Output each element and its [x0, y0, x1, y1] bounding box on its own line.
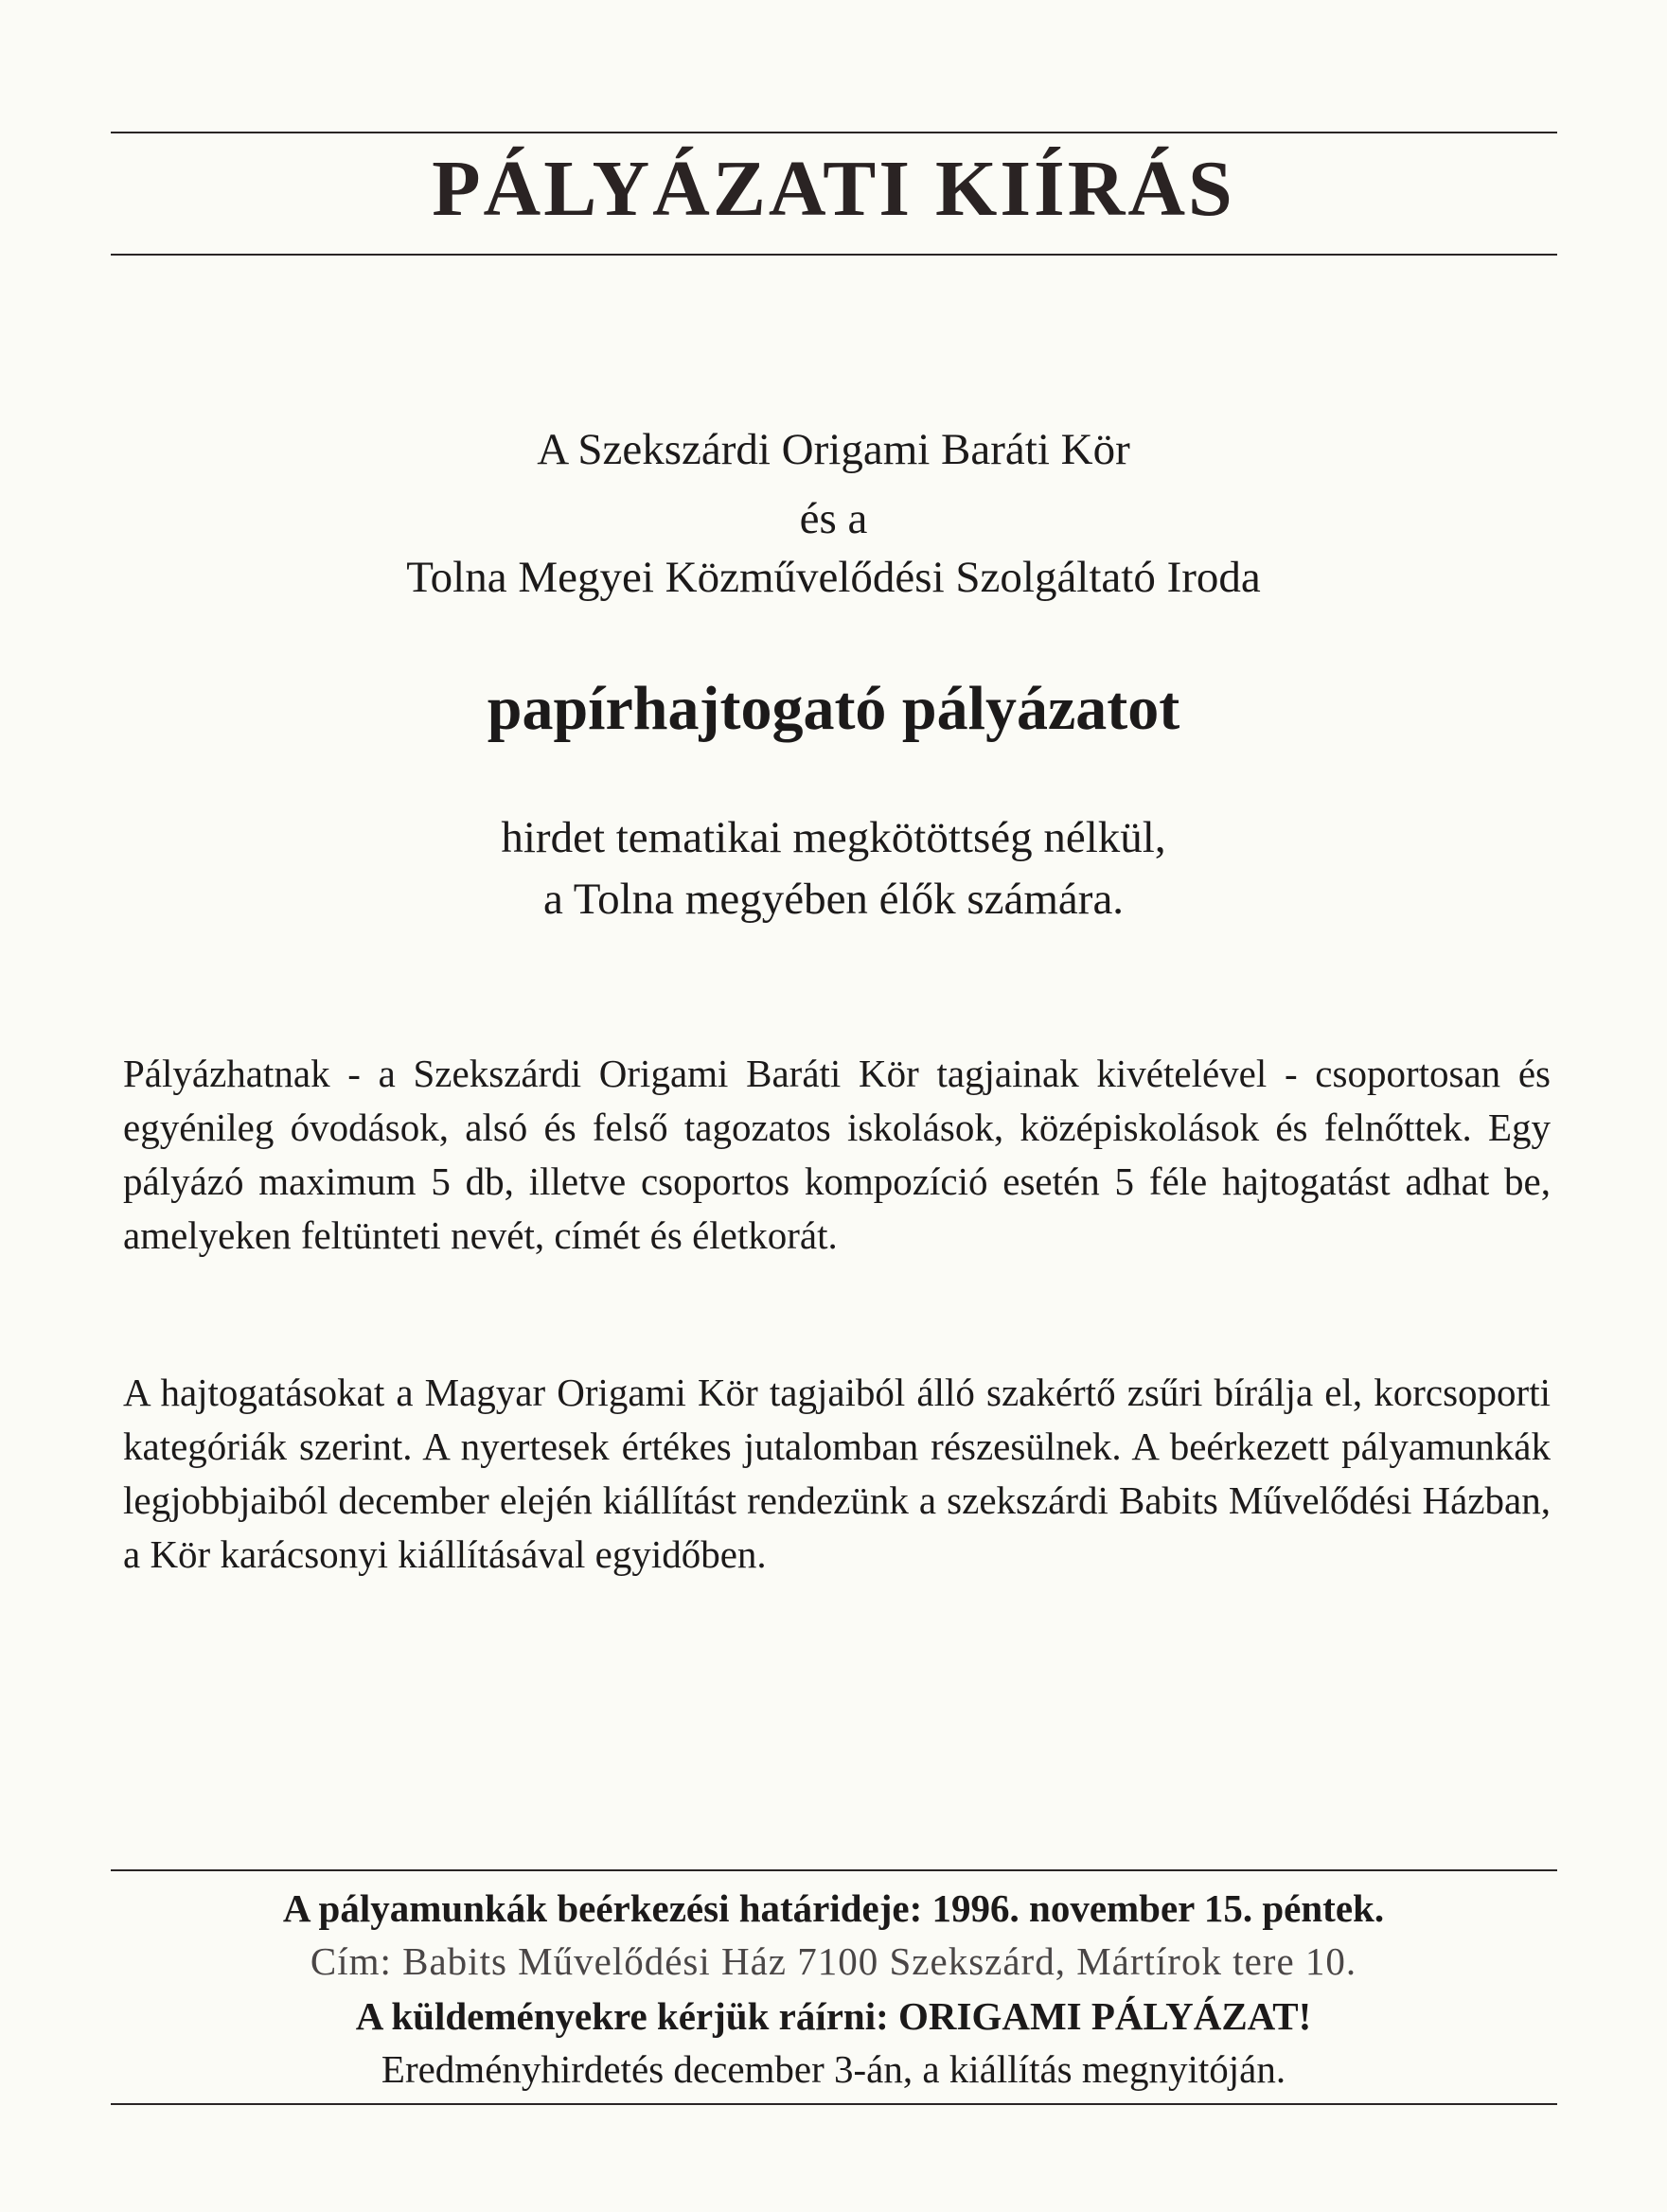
footer-bottom-rule	[111, 2103, 1557, 2105]
subtitle-line-1: hirdet tematikai megkötöttség nélkül,	[501, 813, 1166, 862]
page-title: PÁLYÁZATI KIÍRÁS	[432, 145, 1235, 233]
competition-headline: papírhajtogató pályázatot	[487, 674, 1180, 743]
results-announcement: Eredményhirdetés december 3-án, a kiállítás megnyitóján.	[381, 2047, 1286, 2091]
organizer-line-2: Tolna Megyei Közművelődési Szolgáltató Iroda	[406, 553, 1261, 602]
organizer-conjunction: és a	[799, 494, 868, 543]
subtitle-line-2: a Tolna megyében élők számára.	[542, 875, 1125, 924]
footer-top-rule	[111, 1869, 1557, 1871]
address-text: Cím: Babits Művelődési Ház 7100 Szekszárd, Mártírok tere 10.	[310, 1939, 1357, 1983]
eligibility-paragraph: Pályázhatnak - a Szekszárdi Origami Baráti Kör tagjainak kivételével - csoportosan és egyénileg óvodások, alsó és felső tagozatos iskolások, középiskolások és felnőttek. Egy pályázó maximum 5 db, illetve csoportos kompozíció esetén 5 féle hajtogatást adhat be, amelyeken feltünteti nevét, címét és életkorát.	[123, 1052, 1551, 1257]
title-bottom-rule	[111, 254, 1557, 256]
title-top-rule	[111, 132, 1557, 133]
organizer-line-1: A Szekszárdi Origami Baráti Kör	[537, 425, 1130, 474]
judging-paragraph: A hajtogatásokat a Magyar Origami Kör tagjaiból álló szakértő zsűri bírálja el, korcsoporti kategóriák szerint. A nyertesek értékes jutalomban részesülnek. A beérkezett pályamunkák legjobbjaiból december elején kiállítást rendezünk a szekszárdi Babits Művelődési Házban, a Kör karácsonyi kiállításával egyidőben.	[123, 1371, 1551, 1576]
deadline-text: A pályamunkák beérkezési határideje: 1996. november 15. péntek.	[282, 1886, 1385, 1930]
label-instruction: A küldeményekre kérjük ráírni: ORIGAMI PÁLYÁZAT!	[355, 1994, 1312, 2038]
